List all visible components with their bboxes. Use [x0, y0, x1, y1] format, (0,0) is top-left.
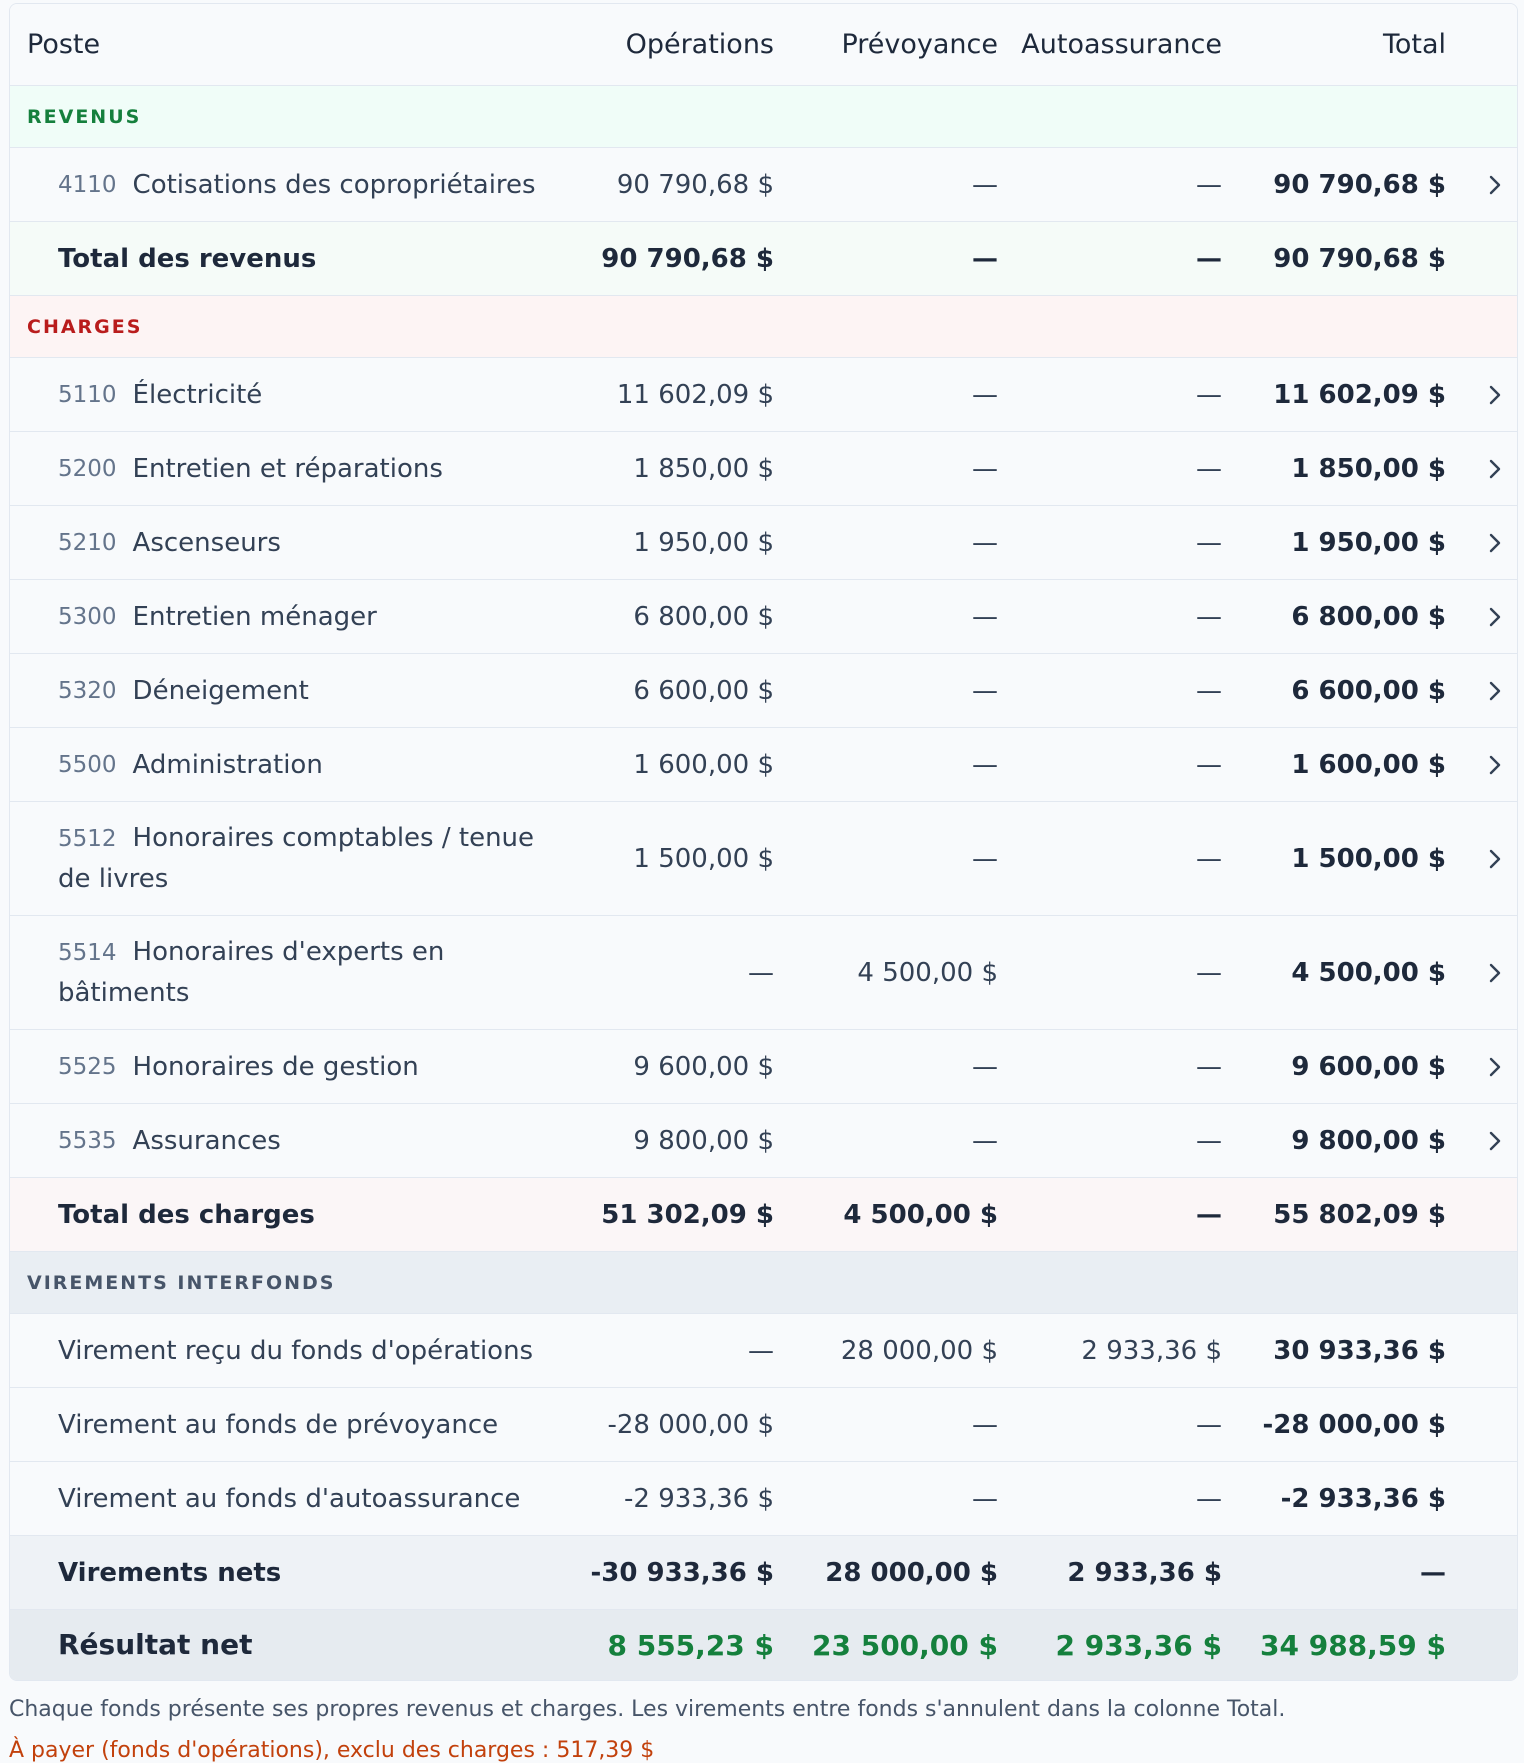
- chevron-right-icon[interactable]: [1480, 916, 1510, 1029]
- cell-operations: 11 602,09 $: [616, 379, 774, 410]
- cell-total: 90 790,68 $: [1273, 169, 1446, 200]
- footer-note: Chaque fonds présente ses propres revenus et charges. Les virements entre fonds s'annulent dans la colonne Total.: [9, 1697, 1286, 1722]
- table-row[interactable]: [10, 506, 1517, 580]
- transfer-label: Virement au fonds d'autoassurance: [58, 1483, 521, 1514]
- header-total: Total: [1382, 29, 1446, 60]
- account-label: Honoraires d'experts en bâtiments: [58, 937, 445, 1008]
- table-row: [10, 1388, 1517, 1462]
- cell-operations: 9 800,00 $: [633, 1125, 774, 1156]
- payable-note: À payer (fonds d'opérations), exclu des charges : 517,39 $: [9, 1738, 655, 1763]
- cell-operations: —: [748, 957, 774, 988]
- account-code: 5525: [58, 1053, 117, 1080]
- account-code: 5500: [58, 751, 117, 778]
- section-charges-label: CHARGES: [27, 315, 143, 338]
- cell-prevoyance: 28 000,00 $: [840, 1335, 998, 1366]
- cell-prevoyance: —: [972, 843, 998, 874]
- table-row[interactable]: [10, 654, 1517, 728]
- cell-prevoyance: —: [972, 675, 998, 706]
- table-row[interactable]: [10, 1104, 1517, 1178]
- account-label: Entretien et réparations: [132, 453, 443, 484]
- table-row: [10, 1314, 1517, 1388]
- account-label: Administration: [132, 749, 323, 780]
- subtotal-charges: [10, 1178, 1517, 1252]
- cell-total: 90 790,68 $: [1273, 243, 1446, 274]
- cell-operations: 1 850,00 $: [633, 453, 774, 484]
- cell-operations: 90 790,68 $: [616, 169, 774, 200]
- cell-operations: 1 600,00 $: [633, 749, 774, 780]
- cell-total: 1 850,00 $: [1291, 453, 1446, 484]
- cell-operations: 6 600,00 $: [633, 675, 774, 706]
- header-autoassurance: Autoassurance: [1021, 29, 1222, 60]
- account-label: Entretien ménager: [132, 601, 377, 632]
- chevron-right-icon[interactable]: [1480, 358, 1510, 431]
- cell-autoassurance: —: [1196, 1483, 1222, 1514]
- cell-autoassurance: 2 933,36 $: [1055, 1628, 1222, 1662]
- account-label: Électricité: [132, 379, 263, 410]
- cell-autoassurance: —: [1196, 675, 1222, 706]
- cell-total: 30 933,36 $: [1273, 1335, 1446, 1366]
- cell-total: 9 800,00 $: [1291, 1125, 1446, 1156]
- cell-prevoyance: —: [972, 1483, 998, 1514]
- cell-prevoyance: —: [972, 1409, 998, 1440]
- cell-total: 9 600,00 $: [1291, 1051, 1446, 1082]
- cell-prevoyance: 4 500,00 $: [857, 957, 998, 988]
- cell-total: -2 933,36 $: [1280, 1483, 1446, 1514]
- table-row[interactable]: [10, 802, 1517, 916]
- cell-autoassurance: 2 933,36 $: [1081, 1335, 1222, 1366]
- cell-autoassurance: 2 933,36 $: [1067, 1557, 1222, 1588]
- subtotal-label: Total des revenus: [58, 243, 317, 274]
- table-row: [10, 1462, 1517, 1536]
- cell-operations: —: [748, 1335, 774, 1366]
- section-charges: [10, 296, 1517, 358]
- cell-autoassurance: —: [1196, 843, 1222, 874]
- cell-autoassurance: —: [1196, 453, 1222, 484]
- cell-prevoyance: —: [972, 169, 998, 200]
- transfer-label: Virement au fonds de prévoyance: [58, 1409, 499, 1440]
- chevron-right-icon[interactable]: [1480, 728, 1510, 801]
- cell-total: 11 602,09 $: [1273, 379, 1446, 410]
- table-row[interactable]: [10, 148, 1517, 222]
- cell-operations: 6 800,00 $: [633, 601, 774, 632]
- cell-prevoyance: 4 500,00 $: [843, 1199, 998, 1230]
- transfer-label: Virement reçu du fonds d'opérations: [58, 1335, 534, 1366]
- account-label: Ascenseurs: [132, 527, 281, 558]
- cell-prevoyance: —: [972, 379, 998, 410]
- cell-autoassurance: —: [1196, 379, 1222, 410]
- cell-total: -28 000,00 $: [1262, 1409, 1446, 1440]
- cell-operations: 1 500,00 $: [633, 843, 774, 874]
- table-row[interactable]: [10, 1030, 1517, 1104]
- subtotal-label: Virements nets: [58, 1557, 282, 1588]
- account-label: Cotisations des copropriétaires: [132, 169, 536, 200]
- account-code: 5320: [58, 677, 117, 704]
- cell-autoassurance: —: [1196, 601, 1222, 632]
- cell-autoassurance: —: [1196, 527, 1222, 558]
- table-row[interactable]: [10, 728, 1517, 802]
- section-revenus-label: REVENUS: [27, 105, 142, 128]
- cell-prevoyance: —: [972, 1051, 998, 1082]
- cell-operations: -30 933,36 $: [590, 1557, 774, 1588]
- cell-operations: 8 555,23 $: [607, 1628, 774, 1662]
- account-label: Assurances: [132, 1125, 281, 1156]
- section-virements-label: VIREMENTS INTERFONDS: [27, 1271, 336, 1294]
- cell-autoassurance: —: [1196, 957, 1222, 988]
- cell-operations: -28 000,00 $: [607, 1409, 774, 1440]
- cell-total: —: [1420, 1557, 1446, 1588]
- cell-prevoyance: —: [972, 749, 998, 780]
- account-code: 5210: [58, 529, 117, 556]
- cell-prevoyance: —: [972, 243, 998, 274]
- cell-autoassurance: —: [1196, 243, 1222, 274]
- cell-autoassurance: —: [1196, 749, 1222, 780]
- cell-total: 6 600,00 $: [1291, 675, 1446, 706]
- cell-autoassurance: —: [1196, 169, 1222, 200]
- account-code: 5110: [58, 381, 117, 408]
- subtotal-virements: [10, 1536, 1517, 1610]
- table-header: [10, 4, 1517, 86]
- cell-prevoyance: —: [972, 601, 998, 632]
- account-code: 5300: [58, 603, 117, 630]
- account-label: Honoraires comptables / tenue de livres: [58, 823, 535, 894]
- net-result-row: [10, 1610, 1517, 1680]
- account-code: 5535: [58, 1127, 117, 1154]
- cell-autoassurance: —: [1196, 1409, 1222, 1440]
- cell-operations: -2 933,36 $: [624, 1483, 774, 1514]
- cell-autoassurance: —: [1196, 1051, 1222, 1082]
- chevron-right-icon[interactable]: [1480, 802, 1510, 915]
- chevron-right-icon[interactable]: [1480, 654, 1510, 727]
- table-row[interactable]: [10, 358, 1517, 432]
- subtotal-label: Total des charges: [58, 1199, 315, 1230]
- cell-total: 55 802,09 $: [1273, 1199, 1446, 1230]
- header-poste: Poste: [27, 29, 101, 60]
- cell-autoassurance: —: [1196, 1125, 1222, 1156]
- cell-total: 4 500,00 $: [1291, 957, 1446, 988]
- cell-prevoyance: 28 000,00 $: [825, 1557, 998, 1588]
- chevron-right-icon[interactable]: [1480, 1104, 1510, 1177]
- table-row[interactable]: [10, 916, 1517, 1030]
- account-label: Honoraires de gestion: [132, 1051, 419, 1082]
- chevron-right-icon[interactable]: [1480, 432, 1510, 505]
- account-label: Déneigement: [132, 675, 309, 706]
- cell-prevoyance: —: [972, 527, 998, 558]
- table-row[interactable]: [10, 580, 1517, 654]
- net-result-label: Résultat net: [58, 1628, 253, 1661]
- cell-operations: 9 600,00 $: [633, 1051, 774, 1082]
- cell-autoassurance: —: [1196, 1199, 1222, 1230]
- cell-total: 34 988,59 $: [1260, 1628, 1446, 1662]
- chevron-right-icon[interactable]: [1480, 148, 1510, 221]
- cell-total: 1 500,00 $: [1291, 843, 1446, 874]
- chevron-right-icon[interactable]: [1480, 580, 1510, 653]
- cell-prevoyance: —: [972, 453, 998, 484]
- section-revenus: [10, 86, 1517, 148]
- header-operations: Opérations: [625, 29, 774, 60]
- cell-operations: 90 790,68 $: [601, 243, 774, 274]
- cell-total: 1 600,00 $: [1291, 749, 1446, 780]
- account-code: 5514: [58, 940, 117, 966]
- cell-operations: 1 950,00 $: [633, 527, 774, 558]
- subtotal-revenus: [10, 222, 1517, 296]
- cell-total: 1 950,00 $: [1291, 527, 1446, 558]
- header-prevoyance: Prévoyance: [841, 29, 998, 60]
- chevron-right-icon[interactable]: [1480, 1030, 1510, 1103]
- chevron-right-icon[interactable]: [1480, 506, 1510, 579]
- budget-table: [9, 3, 1518, 1681]
- cell-prevoyance: 23 500,00 $: [812, 1628, 998, 1662]
- account-code: 5200: [58, 455, 117, 482]
- table-row[interactable]: [10, 432, 1517, 506]
- cell-total: 6 800,00 $: [1291, 601, 1446, 632]
- account-code: 5512: [58, 826, 117, 852]
- cell-operations: 51 302,09 $: [601, 1199, 774, 1230]
- account-code: 4110: [58, 171, 117, 198]
- section-virements: [10, 1252, 1517, 1314]
- cell-prevoyance: —: [972, 1125, 998, 1156]
